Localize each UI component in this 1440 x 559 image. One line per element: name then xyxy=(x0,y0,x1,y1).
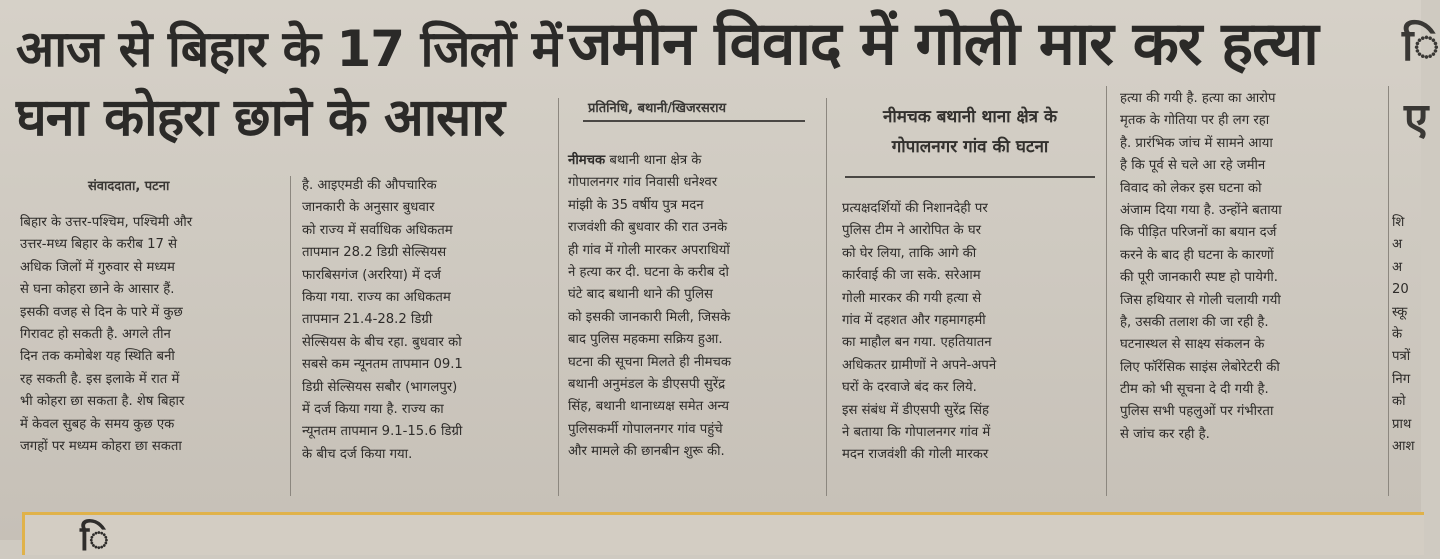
text-line: स्कू xyxy=(1392,304,1408,320)
column-divider xyxy=(558,98,559,496)
text-line: गिरावट हो सकती है. अगले तीन xyxy=(20,326,171,342)
text-line: हत्या की गयी है. हत्या का आरोप xyxy=(1120,91,1276,106)
text-line: न्यूनतम तापमान 9.1-15.6 डिग्री xyxy=(302,424,463,440)
text-line: फारबिसगंज (अररिया) में दर्ज xyxy=(302,267,441,283)
main-story-column-1 xyxy=(568,150,814,463)
left-headline-line2: घना कोहरा छाने के आसार xyxy=(16,88,504,148)
bottom-headline-fragment: ि xyxy=(80,519,110,559)
text-line: को राज्य में सर्वाधिक अधिकतम xyxy=(302,222,453,238)
text-line: आश xyxy=(1392,438,1415,454)
text-line: 20 xyxy=(1392,282,1409,298)
main-story-column-2 xyxy=(842,198,1096,467)
text-line: जानकारी के अनुसार बुधवार xyxy=(302,200,435,216)
text-line: अ xyxy=(1392,237,1403,253)
text-line: तापमान 28.2 डिग्री सेल्सियस xyxy=(302,245,447,261)
text-line: बथानी अनुमंडल के डीएसपी सुरेंद्र xyxy=(568,376,726,392)
text-line: का माहौल बन गया. एहतियातन xyxy=(842,335,992,351)
text-line: निग xyxy=(1392,371,1411,387)
dateline-rest: बथानी थाना क्षेत्र के xyxy=(605,153,702,168)
text-line: करने के बाद ही घटना के कारणों xyxy=(1120,247,1274,263)
text-line: शि xyxy=(1392,215,1405,230)
column-divider xyxy=(1106,86,1107,496)
text-line: की पूरी जानकारी स्पष्ट हो पायेगी. xyxy=(1120,270,1279,286)
text-line: बाद पुलिस महकमा सक्रिय हुआ. xyxy=(568,332,723,348)
left-headline-line1: आज से बिहार के 17 जिलों में xyxy=(16,20,561,78)
left-story-column-1 xyxy=(20,212,282,458)
column-divider xyxy=(1388,86,1389,496)
main-byline: प्रतिनिधि, बथानी/खिजरसराय xyxy=(588,101,726,116)
text-line: है कि पूर्व से चले आ रहे जमीन xyxy=(1120,158,1266,174)
main-subhead-line2: गोपालनगर गांव की घटना xyxy=(891,137,1049,157)
text-line: विवाद को लेकर इस घटना को xyxy=(1120,180,1262,196)
text-line: दिन तक कमोबेश यह स्थिति बनी xyxy=(20,349,175,365)
text-line: है, उसकी तलाश की जा रही है. xyxy=(1120,314,1269,330)
column-lines xyxy=(568,172,814,463)
text-line: टीम को भी सूचना दे दी गयी है. xyxy=(1120,382,1269,398)
byline-rule xyxy=(583,120,805,122)
text-line: कार्रवाई की जा सके. सरेआम xyxy=(842,268,981,284)
text-line: गांव में दहशत और गहमागहमी xyxy=(842,312,986,328)
text-line: उत्तर-मध्य बिहार के करीब 17 से xyxy=(20,237,177,253)
text-line: सबसे कम न्यूनतम तापमान 09.1 xyxy=(302,357,463,373)
bottom-story-box xyxy=(22,512,1424,559)
text-line: अधिकतर ग्रामीणों ने अपने-अपने xyxy=(842,357,997,373)
text-line: और मामले की छानबीन शुरू की. xyxy=(568,444,725,460)
text-line: पुलिस टीम ने आरोपित के घर xyxy=(842,223,982,239)
left-story-column-2 xyxy=(302,175,550,466)
text-line: बिहार के उत्तर-पश्चिम, पश्चिमी और xyxy=(20,215,193,230)
text-line: में केवल सुबह के समय कुछ एक xyxy=(20,416,175,432)
text-line: को xyxy=(1392,394,1406,410)
text-line: के बीच दर्ज किया गया. xyxy=(302,446,413,462)
text-line: है. आइएमडी की औपचारिक xyxy=(302,178,437,193)
text-line: ने हत्या कर दी. घटना के करीब दो xyxy=(568,264,729,280)
text-line: से घना कोहरा छाने के आसार हैं. xyxy=(20,282,175,298)
text-line: घटना की सूचना मिलते ही नीमचक xyxy=(568,354,732,370)
text-line: राजवंशी की बुधवार की रात उनके xyxy=(568,220,728,236)
text-line: इस संबंध में डीएसपी सुरेंद्र सिंह xyxy=(842,402,990,418)
text-line: में दर्ज किया गया है. राज्य का xyxy=(302,401,444,417)
dateline: नीमचक xyxy=(568,153,606,168)
right-headline-fragment-2: ए xyxy=(1404,94,1429,145)
text-line xyxy=(568,150,814,172)
main-headline: जमीन विवाद में गोली मार कर हत्या xyxy=(568,9,1318,79)
text-line: को इसकी जानकारी मिली, जिसके xyxy=(568,309,731,325)
text-line: से जांच कर रही है. xyxy=(1120,426,1210,442)
left-byline: संवाददाता, पटना xyxy=(88,179,170,194)
text-line: जगहों पर मध्यम कोहरा छा सकता xyxy=(20,438,182,454)
text-line: मदन राजवंशी की गोली मारकर xyxy=(842,447,989,463)
text-line: गोली मारकर की गयी हत्या से xyxy=(842,290,982,306)
text-line: लिए फॉरेंसिक साइंस लेबोरेटरी की xyxy=(1120,359,1280,375)
text-line: सेल्सियस के बीच रहा. बुधवार को xyxy=(302,334,462,350)
text-line: डिग्री सेल्सियस सबौर (भागलपुर) xyxy=(302,379,458,395)
main-story-column-3 xyxy=(1120,88,1380,446)
text-line: रह सकती है. इस इलाके में रात में xyxy=(20,371,180,387)
text-line: गोपालनगर गांव निवासी धनेश्वर xyxy=(568,175,718,191)
text-line: है. प्रारंभिक जांच में सामने आया xyxy=(1120,135,1273,151)
text-line: घरों के दरवाजे बंद कर लिये. xyxy=(842,380,977,396)
text-line: प्राथ xyxy=(1392,416,1412,432)
column-divider xyxy=(826,98,827,496)
subhead-rule xyxy=(845,176,1095,178)
text-line: किया गया. राज्य का अधिकतम xyxy=(302,289,451,305)
text-line: भी कोहरा छा सकता है. शेष बिहार xyxy=(20,394,185,410)
text-line: को घेर लिया, ताकि आगे की xyxy=(842,245,977,261)
text-line: तापमान 21.4-28.2 डिग्री xyxy=(302,312,433,328)
right-headline-fragment-1: ि xyxy=(1402,20,1440,71)
text-line: के xyxy=(1392,326,1403,342)
column-divider xyxy=(290,176,291,496)
text-line: पुलिसकर्मी गोपालनगर गांव पहुंचे xyxy=(568,421,723,437)
right-edge-column xyxy=(1392,212,1421,458)
text-line: पुलिस सभी पहलुओं पर गंभीरता xyxy=(1120,404,1274,420)
text-line: कि पीड़ित परिजनों का बयान दर्ज xyxy=(1120,225,1277,241)
text-line: मृतक के गोतिया पर ही लग रहा xyxy=(1120,113,1270,129)
text-line: इसकी वजह से दिन के पारे में कुछ xyxy=(20,304,183,320)
text-line: घटनास्थल से साक्ष्य संकलन के xyxy=(1120,337,1265,353)
text-line: पत्रों xyxy=(1392,349,1411,365)
text-line: घंटे बाद बथानी थाने की पुलिस xyxy=(568,287,713,303)
text-line: जिस हथियार से गोली चलायी गयी xyxy=(1120,292,1281,308)
text-line: मांझी के 35 वर्षीय पुत्र मदन xyxy=(568,197,704,213)
text-line: अ xyxy=(1392,259,1403,275)
text-line: प्रत्यक्षदर्शियों की निशानदेही पर xyxy=(842,201,988,216)
text-line: अधिक जिलों में गुरुवार से मध्यम xyxy=(20,259,175,275)
text-line: ही गांव में गोली मारकर अपराधियों xyxy=(568,242,730,258)
text-line: सिंह, बथानी थानाध्यक्ष समेत अन्य xyxy=(568,399,729,415)
text-line: अंजाम दिया गया है. उन्होंने बताया xyxy=(1120,202,1282,218)
main-subhead-line1: नीमचक बथानी थाना क्षेत्र के xyxy=(882,107,1058,127)
text-line: ने बताया कि गोपालनगर गांव में xyxy=(842,424,991,440)
